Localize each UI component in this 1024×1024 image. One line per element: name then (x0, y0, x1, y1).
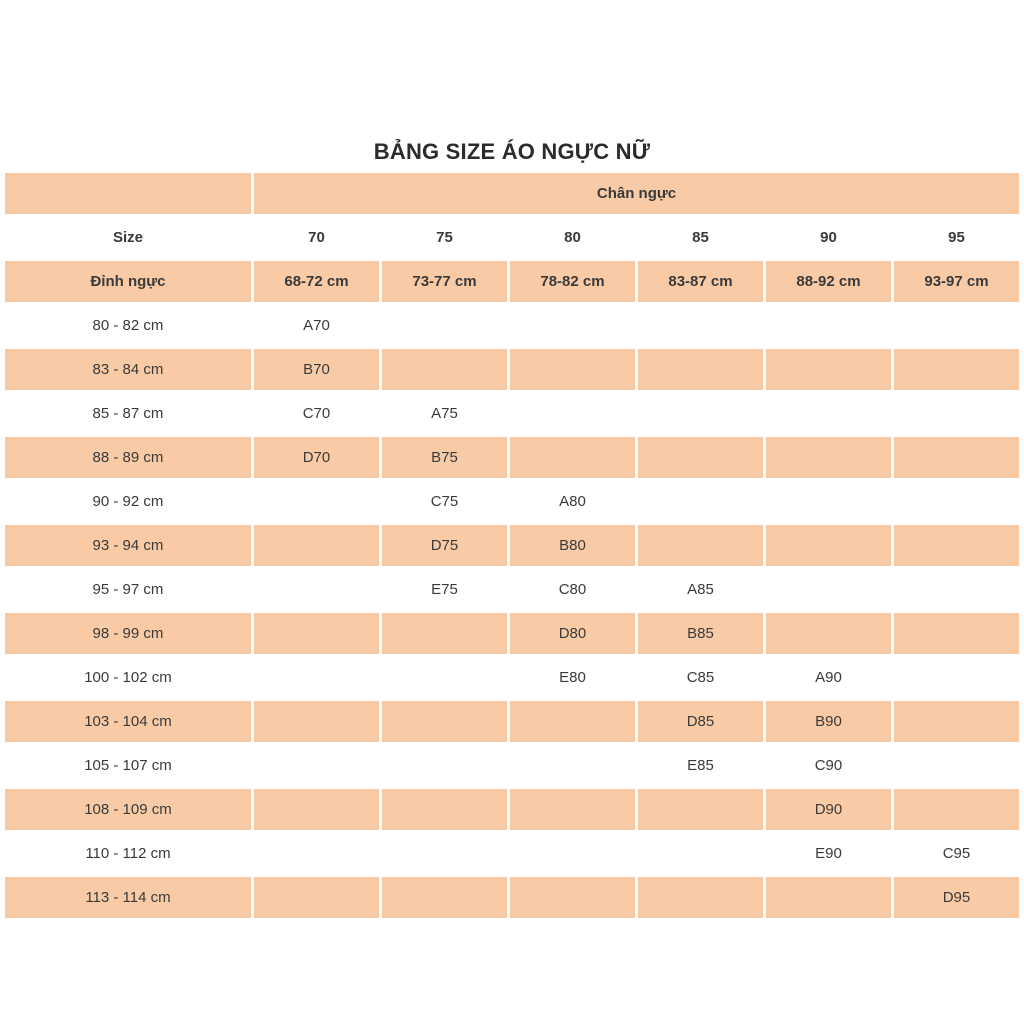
page-title: BẢNG SIZE ÁO NGỰC NỮ (373, 139, 651, 164)
bust-range-cell: 105 - 107 cm (5, 745, 251, 786)
size-value-cell: 90 (766, 217, 891, 258)
bust-range-cell: 100 - 102 cm (5, 657, 251, 698)
bust-range-cell: 83 - 84 cm (5, 349, 251, 390)
table-row (5, 437, 1019, 478)
table-row (5, 481, 1019, 522)
cup-size-cell (510, 437, 635, 478)
bust-range-cell: 95 - 97 cm (5, 569, 251, 610)
cup-size-cell (510, 833, 635, 874)
cup-size-cell (894, 481, 1019, 522)
cup-size-cell (894, 437, 1019, 478)
bust-range-cell: 88 - 89 cm (5, 437, 251, 478)
corner-cell (5, 173, 251, 214)
cup-size-cell: D85 (638, 701, 763, 742)
cup-size-cell (894, 789, 1019, 830)
cup-size-cell (894, 525, 1019, 566)
size-value-cell: 75 (382, 217, 507, 258)
cup-size-cell (638, 393, 763, 434)
cup-size-cell (382, 657, 507, 698)
size-value-cell: 80 (510, 217, 635, 258)
cup-size-cell: D75 (382, 525, 507, 566)
cup-size-cell (894, 745, 1019, 786)
table-row (5, 789, 1019, 830)
bra-size-table (2, 170, 1022, 921)
underbust-range-cell: 78-82 cm (510, 261, 635, 302)
cup-size-cell: B70 (254, 349, 379, 390)
table-row (5, 745, 1019, 786)
cup-size-cell (766, 525, 891, 566)
cup-size-cell: A80 (510, 481, 635, 522)
cup-size-cell (254, 481, 379, 522)
cup-size-cell (766, 877, 891, 918)
cup-size-cell (766, 613, 891, 654)
cup-size-cell: A75 (382, 393, 507, 434)
cup-size-cell: C75 (382, 481, 507, 522)
header-row-ranges (5, 261, 1019, 302)
cup-size-cell (254, 569, 379, 610)
underbust-range-cell: 83-87 cm (638, 261, 763, 302)
underbust-range-cell: 93-97 cm (894, 261, 1019, 302)
table-row (5, 349, 1019, 390)
underbust-range-cell: 88-92 cm (766, 261, 891, 302)
cup-size-cell (510, 877, 635, 918)
cup-size-cell (382, 613, 507, 654)
bust-range-cell: 93 - 94 cm (5, 525, 251, 566)
table-row (5, 657, 1019, 698)
bust-range-cell: 98 - 99 cm (5, 613, 251, 654)
cup-size-cell (638, 789, 763, 830)
cup-size-cell: C70 (254, 393, 379, 434)
cup-size-cell: E85 (638, 745, 763, 786)
cup-size-cell (766, 305, 891, 346)
cup-size-cell (510, 701, 635, 742)
size-value-cell: 95 (894, 217, 1019, 258)
cup-size-cell (382, 745, 507, 786)
table-body (5, 173, 1019, 918)
cup-size-cell (382, 305, 507, 346)
underbust-range-cell: 73-77 cm (382, 261, 507, 302)
cup-size-cell: D90 (766, 789, 891, 830)
cup-size-cell: E75 (382, 569, 507, 610)
underbust-range-cell: 68-72 cm (254, 261, 379, 302)
cup-size-cell (382, 349, 507, 390)
cup-size-cell (254, 525, 379, 566)
cup-size-cell (894, 305, 1019, 346)
table-row (5, 833, 1019, 874)
cup-size-cell (894, 349, 1019, 390)
size-value-cell: 70 (254, 217, 379, 258)
cup-size-cell: B85 (638, 613, 763, 654)
cup-size-cell (766, 349, 891, 390)
bust-range-cell: 108 - 109 cm (5, 789, 251, 830)
cup-size-cell: B80 (510, 525, 635, 566)
cup-size-cell (766, 437, 891, 478)
cup-size-cell: C95 (894, 833, 1019, 874)
bust-peak-label-cell: Đỉnh ngực (5, 261, 251, 302)
cup-size-cell (894, 569, 1019, 610)
cup-size-cell (254, 701, 379, 742)
table-row (5, 613, 1019, 654)
bust-range-cell: 110 - 112 cm (5, 833, 251, 874)
cup-size-cell (382, 833, 507, 874)
cup-size-cell (382, 701, 507, 742)
table-row (5, 393, 1019, 434)
cup-size-cell: C80 (510, 569, 635, 610)
cup-size-cell (638, 349, 763, 390)
cup-size-cell: A70 (254, 305, 379, 346)
table-row (5, 877, 1019, 918)
cup-size-cell (510, 305, 635, 346)
band-header-cell: Chân ngực (254, 173, 1019, 214)
cup-size-cell (254, 877, 379, 918)
cup-size-cell (510, 349, 635, 390)
cup-size-cell (766, 481, 891, 522)
cup-size-cell (382, 877, 507, 918)
header-row-band (5, 173, 1019, 214)
table-row (5, 305, 1019, 346)
cup-size-cell (254, 745, 379, 786)
cup-size-cell (638, 833, 763, 874)
cup-size-cell: C85 (638, 657, 763, 698)
cup-size-cell (254, 789, 379, 830)
cup-size-cell (638, 305, 763, 346)
bust-range-cell: 80 - 82 cm (5, 305, 251, 346)
cup-size-cell (894, 701, 1019, 742)
table-row (5, 701, 1019, 742)
cup-size-cell (254, 657, 379, 698)
cup-size-cell (894, 657, 1019, 698)
cup-size-cell (638, 525, 763, 566)
cup-size-cell (510, 745, 635, 786)
cup-size-cell (766, 569, 891, 610)
bust-range-cell: 85 - 87 cm (5, 393, 251, 434)
bust-range-cell: 113 - 114 cm (5, 877, 251, 918)
header-row-sizes (5, 217, 1019, 258)
cup-size-cell (382, 789, 507, 830)
cup-size-cell: A90 (766, 657, 891, 698)
cup-size-cell: D70 (254, 437, 379, 478)
cup-size-cell (510, 789, 635, 830)
cup-size-cell: A85 (638, 569, 763, 610)
cup-size-cell: B90 (766, 701, 891, 742)
cup-size-cell (766, 393, 891, 434)
size-label-cell: Size (5, 217, 251, 258)
cup-size-cell: D95 (894, 877, 1019, 918)
cup-size-cell: D80 (510, 613, 635, 654)
bust-range-cell: 90 - 92 cm (5, 481, 251, 522)
cup-size-cell (254, 613, 379, 654)
size-value-cell: 85 (638, 217, 763, 258)
table-row (5, 525, 1019, 566)
cup-size-cell: B75 (382, 437, 507, 478)
cup-size-cell: C90 (766, 745, 891, 786)
cup-size-cell (894, 613, 1019, 654)
bust-range-cell: 103 - 104 cm (5, 701, 251, 742)
cup-size-cell (638, 481, 763, 522)
cup-size-cell (894, 393, 1019, 434)
cup-size-cell (638, 877, 763, 918)
cup-size-cell: E90 (766, 833, 891, 874)
table-row (5, 569, 1019, 610)
cup-size-cell (638, 437, 763, 478)
cup-size-cell (510, 393, 635, 434)
cup-size-cell: E80 (510, 657, 635, 698)
cup-size-cell (254, 833, 379, 874)
